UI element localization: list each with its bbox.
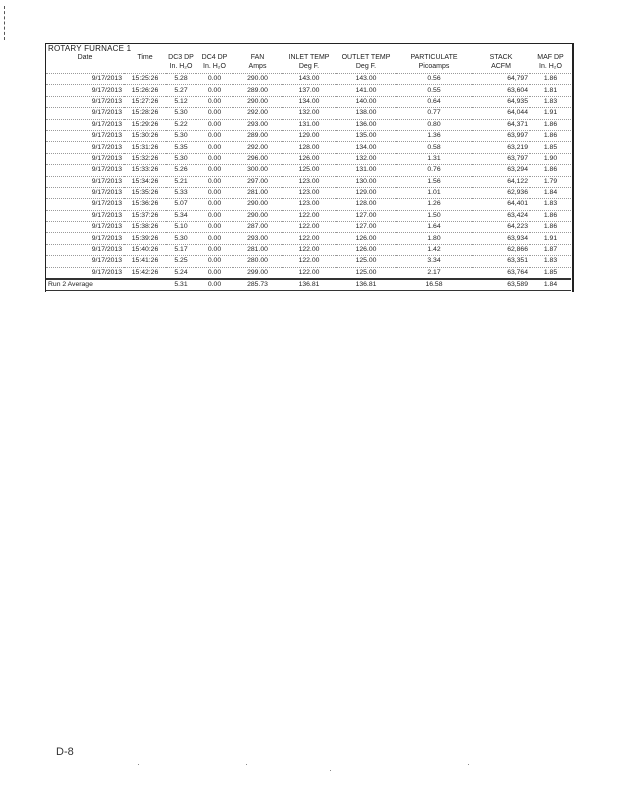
cell-inlet-temp: 123.00 bbox=[282, 199, 336, 210]
cell-time: 15:29:26 bbox=[124, 119, 166, 130]
cell-dc3-dp: 5.27 bbox=[166, 85, 196, 96]
cell-dc4-dp: 0.00 bbox=[196, 199, 233, 210]
cell-outlet-temp: 126.00 bbox=[336, 244, 396, 255]
cell-fan-amps: 292.00 bbox=[233, 142, 282, 153]
header-date: Date bbox=[77, 54, 93, 61]
cell-dc3-dp: 5.30 bbox=[166, 153, 196, 164]
table-body bbox=[46, 74, 571, 280]
table-row bbox=[46, 142, 571, 153]
cell-date: 9/17/2013 bbox=[46, 222, 124, 233]
scan-speck bbox=[330, 770, 331, 771]
cell-inlet-temp: 132.00 bbox=[282, 108, 336, 119]
cell-particulate: 2.17 bbox=[396, 267, 472, 279]
cell-dc3-dp: 5.22 bbox=[166, 119, 196, 130]
cell-outlet-temp: 143.00 bbox=[336, 74, 396, 85]
cell-time: 15:27:26 bbox=[124, 96, 166, 107]
cell-particulate: 0.77 bbox=[396, 108, 472, 119]
cell-fan-amps: 287.00 bbox=[233, 222, 282, 233]
cell-time: 15:35:26 bbox=[124, 187, 166, 198]
cell-fan-amps: 280.00 bbox=[233, 256, 282, 267]
cell-stack-acfm: 64,044 bbox=[472, 108, 530, 119]
header-time-units bbox=[124, 62, 166, 74]
cell-date: 9/17/2013 bbox=[46, 85, 124, 96]
cell-inlet-temp: 131.00 bbox=[282, 119, 336, 130]
cell-outlet-temp: 135.00 bbox=[336, 130, 396, 141]
cell-particulate: 0.56 bbox=[396, 74, 472, 85]
cell-date: 9/17/2013 bbox=[46, 233, 124, 244]
table-row bbox=[46, 256, 571, 267]
cell-inlet-temp: 125.00 bbox=[282, 165, 336, 176]
cell-time: 15:41:26 bbox=[124, 256, 166, 267]
cell-fan-amps: 289.00 bbox=[233, 130, 282, 141]
cell-fan-amps: 297.00 bbox=[233, 176, 282, 187]
cell-inlet-temp: 122.00 bbox=[282, 210, 336, 221]
cell-inlet-temp: 122.00 bbox=[282, 222, 336, 233]
cell-outlet-temp: 141.00 bbox=[336, 85, 396, 96]
cell-maf-dp: 1.86 bbox=[530, 222, 571, 233]
cell-particulate: 0.58 bbox=[396, 142, 472, 153]
cell-particulate: 1.50 bbox=[396, 210, 472, 221]
cell-stack-acfm: 63,219 bbox=[472, 142, 530, 153]
cell-particulate: 0.80 bbox=[396, 119, 472, 130]
table-row bbox=[46, 130, 571, 141]
cell-outlet-temp: 126.00 bbox=[336, 233, 396, 244]
table-row bbox=[46, 244, 571, 255]
cell-particulate: 1.80 bbox=[396, 233, 472, 244]
cell-maf-dp: 1.86 bbox=[530, 74, 571, 85]
cell-date: 9/17/2013 bbox=[46, 210, 124, 221]
cell-stack-acfm: 64,122 bbox=[472, 176, 530, 187]
cell-stack-acfm: 63,604 bbox=[472, 85, 530, 96]
header-stack-acfm-units: ACFM bbox=[491, 63, 511, 70]
cell-dc3-dp: 5.10 bbox=[166, 222, 196, 233]
cell-stack-acfm: 63,424 bbox=[472, 210, 530, 221]
cell-dc4-dp: 0.00 bbox=[196, 119, 233, 130]
cell-time: 15:25:26 bbox=[124, 74, 166, 85]
header-inlet-temp: INLET TEMP bbox=[288, 54, 330, 61]
scan-speck bbox=[138, 764, 139, 765]
cell-time: 15:42:26 bbox=[124, 267, 166, 279]
cell-outlet-temp: 127.00 bbox=[336, 222, 396, 233]
cell-stack-acfm: 63,764 bbox=[472, 267, 530, 279]
cell-dc3-dp: 5.12 bbox=[166, 96, 196, 107]
table-row bbox=[46, 176, 571, 187]
cell-particulate: 1.36 bbox=[396, 130, 472, 141]
header-dc4-dp-units: In. H₂O bbox=[203, 63, 226, 70]
cell-date: 9/17/2013 bbox=[46, 108, 124, 119]
header-maf-dp-units: In. H₂O bbox=[539, 63, 562, 70]
cell-stack-acfm: 63,294 bbox=[472, 165, 530, 176]
cell-fan-amps: 290.00 bbox=[233, 199, 282, 210]
average-dc4-dp: 0.00 bbox=[196, 279, 233, 291]
cell-inlet-temp: 122.00 bbox=[282, 267, 336, 279]
cell-date: 9/17/2013 bbox=[46, 130, 124, 141]
cell-dc4-dp: 0.00 bbox=[196, 233, 233, 244]
cell-time: 15:39:26 bbox=[124, 233, 166, 244]
cell-date: 9/17/2013 bbox=[46, 165, 124, 176]
cell-inlet-temp: 122.00 bbox=[282, 256, 336, 267]
cell-inlet-temp: 143.00 bbox=[282, 74, 336, 85]
cell-dc3-dp: 5.30 bbox=[166, 233, 196, 244]
cell-date: 9/17/2013 bbox=[46, 244, 124, 255]
cell-dc3-dp: 5.34 bbox=[166, 210, 196, 221]
cell-inlet-temp: 137.00 bbox=[282, 85, 336, 96]
cell-stack-acfm: 64,935 bbox=[472, 96, 530, 107]
header-date-units bbox=[46, 62, 124, 74]
average-maf-dp: 1.84 bbox=[530, 279, 571, 291]
cell-dc4-dp: 0.00 bbox=[196, 130, 233, 141]
cell-fan-amps: 293.00 bbox=[233, 233, 282, 244]
cell-dc4-dp: 0.00 bbox=[196, 176, 233, 187]
header-stack-acfm: STACK bbox=[489, 54, 513, 61]
cell-dc3-dp: 5.07 bbox=[166, 199, 196, 210]
cell-inlet-temp: 122.00 bbox=[282, 244, 336, 255]
table-row bbox=[46, 85, 571, 96]
cell-stack-acfm: 64,797 bbox=[472, 74, 530, 85]
cell-date: 9/17/2013 bbox=[46, 74, 124, 85]
cell-maf-dp: 1.86 bbox=[530, 119, 571, 130]
cell-time: 15:32:26 bbox=[124, 153, 166, 164]
cell-fan-amps: 290.00 bbox=[233, 74, 282, 85]
cell-particulate: 1.01 bbox=[396, 187, 472, 198]
table-row bbox=[46, 222, 571, 233]
header-particulate-units: Picoamps bbox=[418, 63, 450, 70]
average-dc3-dp: 5.31 bbox=[166, 279, 196, 291]
table-row bbox=[46, 267, 571, 279]
cell-stack-acfm: 63,351 bbox=[472, 256, 530, 267]
cell-inlet-temp: 122.00 bbox=[282, 233, 336, 244]
cell-maf-dp: 1.83 bbox=[530, 199, 571, 210]
cell-date: 9/17/2013 bbox=[46, 119, 124, 130]
table-row bbox=[46, 199, 571, 210]
cell-dc4-dp: 0.00 bbox=[196, 74, 233, 85]
average-inlet-temp: 136.81 bbox=[282, 279, 336, 291]
cell-dc4-dp: 0.00 bbox=[196, 142, 233, 153]
average-outlet-temp: 136.81 bbox=[336, 279, 396, 291]
cell-maf-dp: 1.86 bbox=[530, 165, 571, 176]
cell-outlet-temp: 136.00 bbox=[336, 119, 396, 130]
cell-outlet-temp: 125.00 bbox=[336, 267, 396, 279]
cell-inlet-temp: 129.00 bbox=[282, 130, 336, 141]
cell-dc4-dp: 0.00 bbox=[196, 187, 233, 198]
page-number: D-8 bbox=[56, 746, 74, 758]
cell-dc4-dp: 0.00 bbox=[196, 153, 233, 164]
cell-particulate: 1.56 bbox=[396, 176, 472, 187]
cell-maf-dp: 1.87 bbox=[530, 244, 571, 255]
cell-fan-amps: 289.00 bbox=[233, 85, 282, 96]
cell-date: 9/17/2013 bbox=[46, 176, 124, 187]
cell-time: 15:28:26 bbox=[124, 108, 166, 119]
cell-time: 15:37:26 bbox=[124, 210, 166, 221]
cell-fan-amps: 290.00 bbox=[233, 96, 282, 107]
header-maf-dp: MAF DP bbox=[537, 54, 564, 61]
cell-stack-acfm: 63,797 bbox=[472, 153, 530, 164]
cell-fan-amps: 293.00 bbox=[233, 119, 282, 130]
cell-particulate: 0.55 bbox=[396, 85, 472, 96]
cell-dc3-dp: 5.35 bbox=[166, 142, 196, 153]
cell-date: 9/17/2013 bbox=[46, 96, 124, 107]
header-dc4-dp: DC4 DP bbox=[201, 54, 228, 61]
cell-particulate: 1.64 bbox=[396, 222, 472, 233]
cell-maf-dp: 1.90 bbox=[530, 153, 571, 164]
cell-fan-amps: 281.00 bbox=[233, 244, 282, 255]
cell-fan-amps: 281.00 bbox=[233, 187, 282, 198]
cell-outlet-temp: 129.00 bbox=[336, 187, 396, 198]
cell-particulate: 1.31 bbox=[396, 153, 472, 164]
cell-time: 15:38:26 bbox=[124, 222, 166, 233]
cell-outlet-temp: 128.00 bbox=[336, 199, 396, 210]
cell-particulate: 3.34 bbox=[396, 256, 472, 267]
cell-maf-dp: 1.85 bbox=[530, 267, 571, 279]
cell-time: 15:30:26 bbox=[124, 130, 166, 141]
cell-time: 15:26:26 bbox=[124, 85, 166, 96]
scan-speck bbox=[246, 764, 247, 765]
average-particulate: 16.58 bbox=[396, 279, 472, 291]
cell-dc4-dp: 0.00 bbox=[196, 85, 233, 96]
document-title: ROTARY FURNACE 1 bbox=[48, 44, 132, 53]
cell-outlet-temp: 131.00 bbox=[336, 165, 396, 176]
cell-dc4-dp: 0.00 bbox=[196, 165, 233, 176]
table-row bbox=[46, 165, 571, 176]
cell-dc3-dp: 5.26 bbox=[166, 165, 196, 176]
cell-time: 15:34:26 bbox=[124, 176, 166, 187]
cell-dc3-dp: 5.24 bbox=[166, 267, 196, 279]
scan-margin-marks bbox=[4, 6, 7, 40]
cell-fan-amps: 290.00 bbox=[233, 210, 282, 221]
cell-maf-dp: 1.91 bbox=[530, 233, 571, 244]
header-inlet-temp-units: Deg F. bbox=[298, 63, 320, 70]
cell-date: 9/17/2013 bbox=[46, 267, 124, 279]
cell-inlet-temp: 134.00 bbox=[282, 96, 336, 107]
cell-dc4-dp: 0.00 bbox=[196, 267, 233, 279]
table-footer bbox=[46, 279, 571, 291]
table-row bbox=[46, 96, 571, 107]
header-dc3-dp: DC3 DP bbox=[168, 54, 194, 61]
cell-particulate: 1.42 bbox=[396, 244, 472, 255]
cell-inlet-temp: 123.00 bbox=[282, 187, 336, 198]
cell-stack-acfm: 64,401 bbox=[472, 199, 530, 210]
cell-outlet-temp: 125.00 bbox=[336, 256, 396, 267]
cell-date: 9/17/2013 bbox=[46, 199, 124, 210]
cell-date: 9/17/2013 bbox=[46, 187, 124, 198]
cell-inlet-temp: 126.00 bbox=[282, 153, 336, 164]
cell-dc3-dp: 5.28 bbox=[166, 74, 196, 85]
cell-maf-dp: 1.85 bbox=[530, 142, 571, 153]
table-row bbox=[46, 119, 571, 130]
table-row bbox=[46, 108, 571, 119]
cell-particulate: 1.26 bbox=[396, 199, 472, 210]
cell-time: 15:31:26 bbox=[124, 142, 166, 153]
cell-dc4-dp: 0.00 bbox=[196, 108, 233, 119]
cell-fan-amps: 300.00 bbox=[233, 165, 282, 176]
header-outlet-temp-units: Deg F. bbox=[355, 63, 377, 70]
cell-dc3-dp: 5.30 bbox=[166, 130, 196, 141]
cell-outlet-temp: 130.00 bbox=[336, 176, 396, 187]
cell-outlet-temp: 127.00 bbox=[336, 210, 396, 221]
average-stack-acfm: 63,589 bbox=[472, 279, 530, 291]
cell-dc3-dp: 5.33 bbox=[166, 187, 196, 198]
cell-maf-dp: 1.86 bbox=[530, 130, 571, 141]
cell-stack-acfm: 64,223 bbox=[472, 222, 530, 233]
cell-fan-amps: 296.00 bbox=[233, 153, 282, 164]
cell-outlet-temp: 140.00 bbox=[336, 96, 396, 107]
average-time bbox=[124, 279, 166, 291]
cell-dc4-dp: 0.00 bbox=[196, 244, 233, 255]
cell-maf-dp: 1.81 bbox=[530, 85, 571, 96]
average-fan-amps: 285.73 bbox=[233, 279, 282, 291]
cell-time: 15:33:26 bbox=[124, 165, 166, 176]
cell-dc4-dp: 0.00 bbox=[196, 210, 233, 221]
cell-inlet-temp: 128.00 bbox=[282, 142, 336, 153]
cell-particulate: 0.76 bbox=[396, 165, 472, 176]
average-row bbox=[46, 279, 571, 291]
cell-dc3-dp: 5.21 bbox=[166, 176, 196, 187]
cell-dc4-dp: 0.00 bbox=[196, 222, 233, 233]
cell-outlet-temp: 134.00 bbox=[336, 142, 396, 153]
scan-speck bbox=[468, 764, 469, 765]
cell-date: 9/17/2013 bbox=[46, 142, 124, 153]
average-date: Run 2 Average bbox=[46, 279, 124, 291]
table-row bbox=[46, 153, 571, 164]
cell-time: 15:36:26 bbox=[124, 199, 166, 210]
cell-stack-acfm: 64,371 bbox=[472, 119, 530, 130]
header-dc3-dp-units: In. H₂O bbox=[169, 63, 193, 70]
cell-stack-acfm: 63,997 bbox=[472, 130, 530, 141]
header-particulate: PARTICULATE bbox=[410, 54, 458, 61]
data-table bbox=[46, 53, 571, 291]
table-row bbox=[46, 187, 571, 198]
table-row bbox=[46, 74, 571, 85]
cell-fan-amps: 299.00 bbox=[233, 267, 282, 279]
cell-maf-dp: 1.79 bbox=[530, 176, 571, 187]
cell-stack-acfm: 63,934 bbox=[472, 233, 530, 244]
table-header bbox=[46, 53, 571, 74]
cell-maf-dp: 1.83 bbox=[530, 96, 571, 107]
table-row bbox=[46, 233, 571, 244]
cell-outlet-temp: 138.00 bbox=[336, 108, 396, 119]
cell-dc3-dp: 5.30 bbox=[166, 108, 196, 119]
cell-maf-dp: 1.84 bbox=[530, 187, 571, 198]
table-row bbox=[46, 210, 571, 221]
cell-fan-amps: 292.00 bbox=[233, 108, 282, 119]
header-fan-amps: FAN bbox=[250, 54, 265, 61]
cell-dc3-dp: 5.25 bbox=[166, 256, 196, 267]
header-time: Time bbox=[137, 54, 153, 61]
header-fan-amps-units: Amps bbox=[248, 63, 267, 70]
cell-stack-acfm: 62,866 bbox=[472, 244, 530, 255]
cell-particulate: 0.64 bbox=[396, 96, 472, 107]
header-outlet-temp: OUTLET TEMP bbox=[341, 54, 391, 61]
cell-maf-dp: 1.91 bbox=[530, 108, 571, 119]
cell-time: 15:40:26 bbox=[124, 244, 166, 255]
cell-stack-acfm: 62,936 bbox=[472, 187, 530, 198]
cell-inlet-temp: 123.00 bbox=[282, 176, 336, 187]
cell-dc3-dp: 5.17 bbox=[166, 244, 196, 255]
cell-maf-dp: 1.83 bbox=[530, 256, 571, 267]
cell-maf-dp: 1.86 bbox=[530, 210, 571, 221]
cell-date: 9/17/2013 bbox=[46, 153, 124, 164]
cell-dc4-dp: 0.00 bbox=[196, 96, 233, 107]
cell-outlet-temp: 132.00 bbox=[336, 153, 396, 164]
cell-date: 9/17/2013 bbox=[46, 256, 124, 267]
cell-dc4-dp: 0.00 bbox=[196, 256, 233, 267]
